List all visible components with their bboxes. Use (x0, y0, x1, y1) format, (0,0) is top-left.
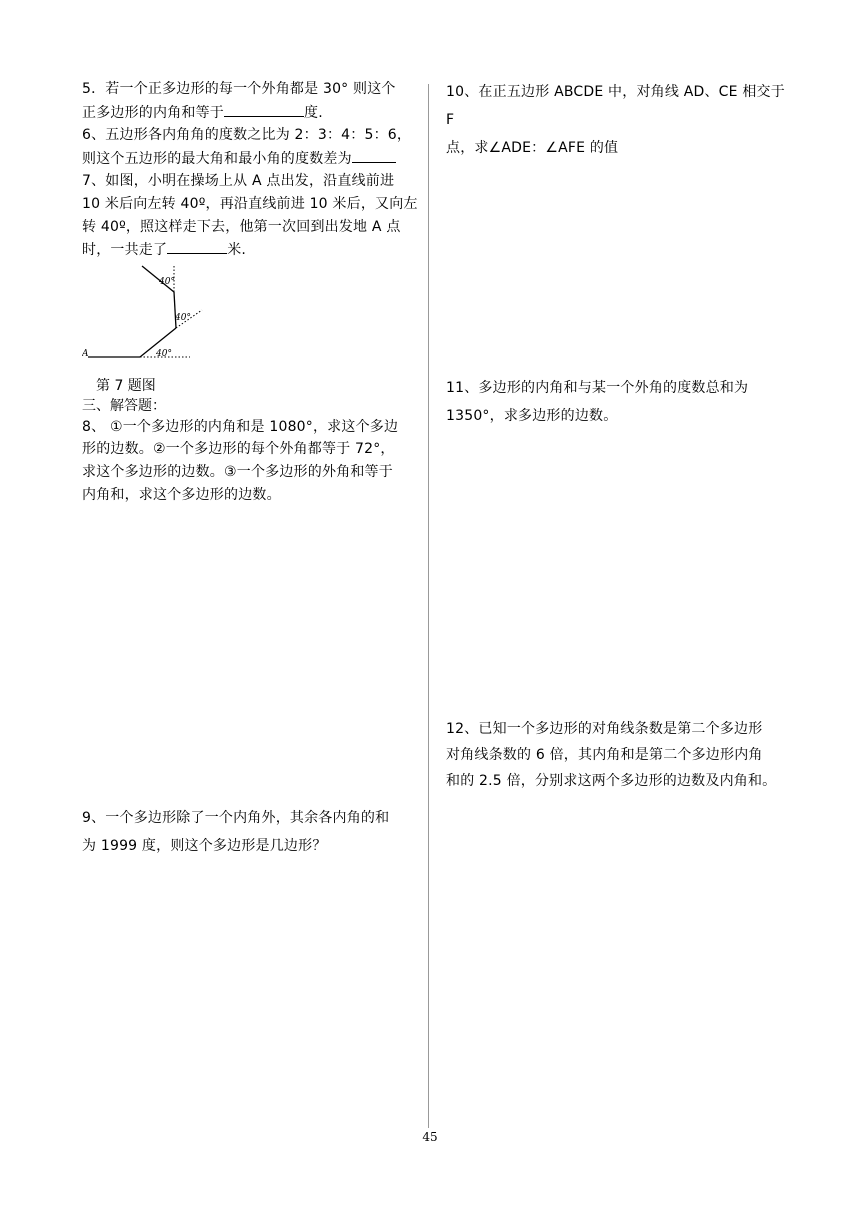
q6-text: 则这个五边形的最大角和最小角的度数差为 (82, 150, 352, 167)
q7-suffix: 米. (227, 242, 247, 259)
q8-line-3: 求这个多边形的边数。③一个多边形的外角和等于 (82, 463, 393, 480)
q5-line-1: 5．若一个正多边形的每一个外角都是 30° 则这个 (82, 81, 396, 97)
walking-path-figure (82, 264, 212, 376)
answer-blank (224, 101, 304, 117)
angle-label: 40° (175, 312, 191, 323)
angle-label: 40° (156, 348, 172, 359)
q5-line-2 (82, 101, 418, 125)
point-a-label: A (82, 348, 89, 359)
question-5 (82, 78, 418, 124)
q7-line-4 (82, 238, 418, 262)
q8-line-4: 内角和，求这个多边形的边数。 (82, 486, 281, 503)
q10-line-1: 10、在正五边形 ABCDE 中，对角线 AD、CE 相交于 F (446, 84, 785, 128)
right-column (446, 78, 786, 789)
q7-line-1: 7、如图，小明在操场上从 A 点出发，沿直线前进 (82, 173, 395, 190)
q9-line-2: 为 1999 度，则这个多边形是几边形？ (82, 838, 327, 854)
question-6 (82, 124, 418, 170)
column-divider (428, 84, 429, 1128)
q7-line-2: 10 米后向左转 40º，再沿直线前进 10 米后，又向左 (82, 195, 418, 212)
q5-text: 正多边形的内角和等于 (82, 104, 224, 121)
question-12 (446, 716, 786, 794)
question-9 (82, 804, 418, 860)
q5-suffix: 度. (304, 104, 323, 121)
q10-line-2: 点，求∠ADE：∠AFE 的值 (446, 140, 619, 156)
q8-line-2: 形的边数。②一个多边形的每个外角都等于 72°， (82, 441, 395, 458)
q7-text: 时，一共走了 (82, 242, 168, 259)
q9-line-1: 9、一个多边形除了一个内角外，其余各内角的和 (82, 810, 390, 826)
q7-line-3: 转 40º，照这样走下去，他第一次回到出发地 A 点 (82, 218, 401, 235)
page-number: 45 (422, 1130, 438, 1144)
angle-label: 40° (159, 276, 175, 287)
answer-blank (167, 238, 227, 254)
question-11 (446, 374, 786, 430)
question-7 (82, 170, 418, 261)
q8-line-1: 8、 ①一个多边形的内角和是 1080°，求这个多边 (82, 418, 399, 435)
left-column (82, 78, 418, 854)
question-8 (82, 416, 418, 506)
q12-line-3: 和的 2.5 倍，分别求这两个多边形的边数及内角和。 (446, 773, 777, 789)
q11-line-1: 11、多边形的内角和与某一个外角的度数总和为 (446, 380, 749, 396)
section-title: 三、解答题： (82, 397, 166, 414)
q12-line-1: 12、已知一个多边形的对角线条数是第二个多边形 (446, 721, 763, 737)
q6-line-2 (82, 147, 418, 171)
q11-line-2: 1350°，求多边形的边数。 (446, 408, 618, 424)
question-10 (446, 78, 786, 162)
answer-blank (352, 147, 396, 163)
q6-line-1: 6、五边形各内角角的度数之比为 2：3：4：5：6， (82, 127, 412, 144)
q12-line-2: 对角线条数的 6 倍，其内角和是第二个多边形内角 (446, 747, 763, 763)
figure-caption: 第 7 题图 (96, 377, 156, 394)
